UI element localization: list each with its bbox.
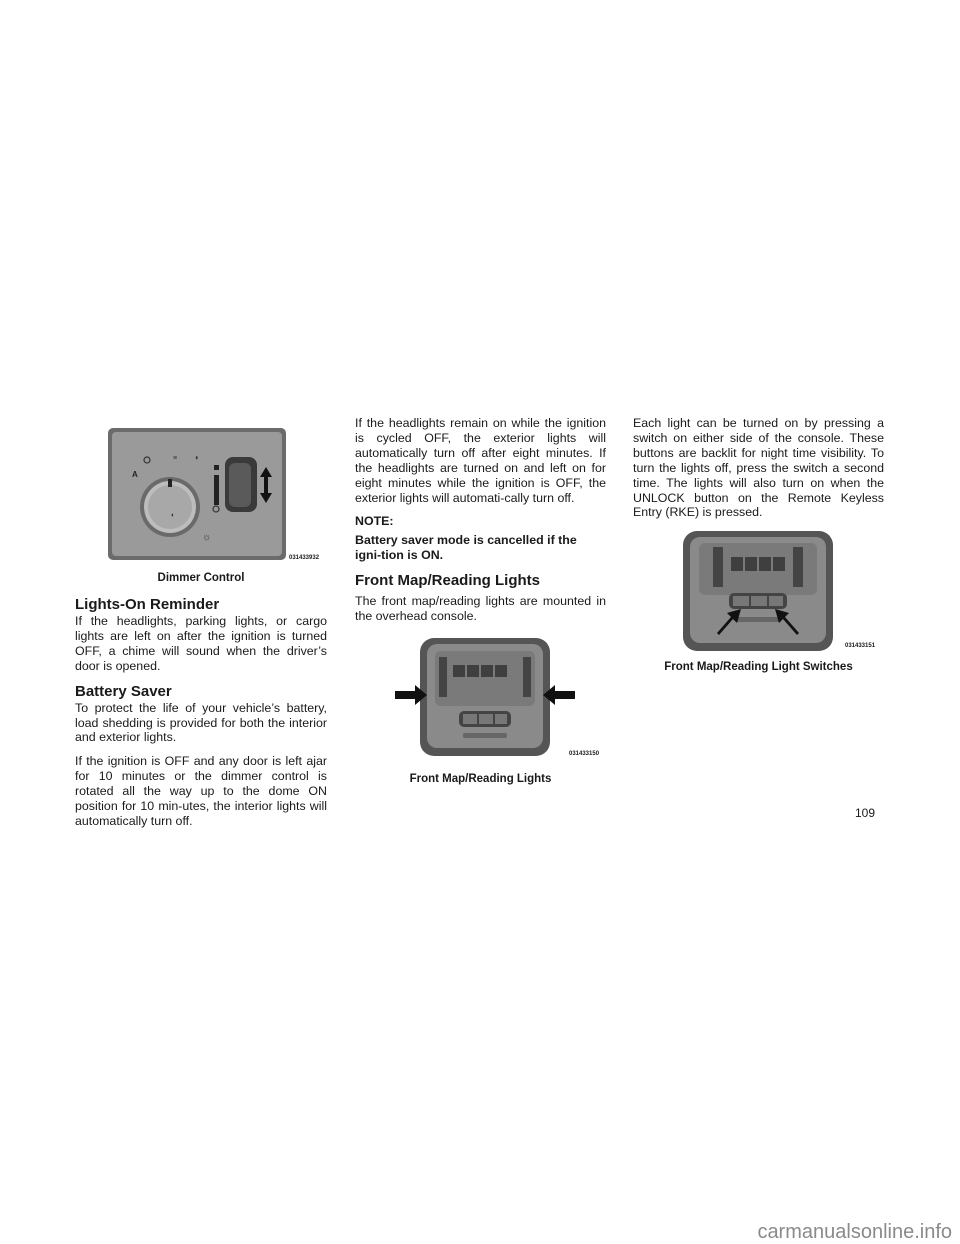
column-3 bbox=[633, 416, 884, 689]
figure-id: 031433151 bbox=[845, 643, 876, 650]
svg-text:≡: ≡ bbox=[173, 455, 178, 462]
front-map-lights-figure bbox=[355, 633, 606, 793]
body-paragraph: To protect the life of your vehicle’s battery, load shedding is provided for both the interior and exterior lights. bbox=[75, 700, 327, 745]
watermark-text: carmanualsonline.info bbox=[757, 1221, 952, 1243]
figure-caption: Front Map/Reading Light Switches bbox=[664, 661, 853, 674]
figure-caption: Dimmer Control bbox=[157, 572, 245, 584]
svg-text:☼: ☼ bbox=[202, 532, 212, 543]
page-number: 109 bbox=[855, 806, 876, 820]
dimmer-control-photo bbox=[75, 425, 327, 585]
svg-text:◐: ◐ bbox=[171, 512, 176, 519]
note-body: Battery saver mode is cancelled if the igni-tion is ON. bbox=[355, 533, 577, 563]
section-heading: Lights-On Reminder bbox=[75, 596, 220, 613]
body-paragraph: If the headlights, parking lights, or cargo lights are left on after the ignition is turned OFF, a chime will sound when the driver’s door is opened. bbox=[75, 614, 327, 673]
body-paragraph: If the ignition is OFF and any door is left ajar for 10 minutes or the dimmer control is rotated all the way up to the dome ON position for 10 min-utes, the interior lights will automatically turn off. bbox=[75, 754, 327, 828]
note-label: NOTE: bbox=[355, 514, 394, 529]
figure-caption: Front Map/Reading Lights bbox=[409, 773, 552, 786]
column-2 bbox=[355, 416, 606, 793]
section-heading: Front Map/Reading Lights bbox=[355, 572, 540, 590]
body-paragraph: If the headlights remain on while the ignition is cycled OFF, the exterior lights will automatically turn off after eight minutes. If the headlights are turned on and left on for eight minutes while the ignition is OFF, the exterior lights will automati-cally turn off. bbox=[355, 416, 606, 505]
overhead-console-photo bbox=[633, 529, 884, 659]
svg-text:◐: ◐ bbox=[195, 453, 200, 462]
body-paragraph: Each light can be turned on by pressing a switch on either side of the console. These buttons are backlit for night time visibility. To turn the lights off, press the switch a second time. The lights will also turn on when the UNLOCK button on the Remote Keyless Entry (RKE) is pressed. bbox=[633, 416, 884, 520]
front-map-switches-figure bbox=[633, 529, 884, 689]
svg-text:A: A bbox=[132, 470, 138, 479]
dimmer-control-figure bbox=[75, 425, 327, 585]
section-heading: Battery Saver bbox=[75, 682, 172, 700]
body-paragraph: The front map/reading lights are mounted in the overhead console. bbox=[355, 594, 606, 624]
figure-id: 031433150 bbox=[569, 751, 600, 758]
figure-id: 031433932 bbox=[289, 555, 320, 561]
watermark bbox=[0, 1221, 960, 1242]
column-1 bbox=[75, 425, 327, 838]
